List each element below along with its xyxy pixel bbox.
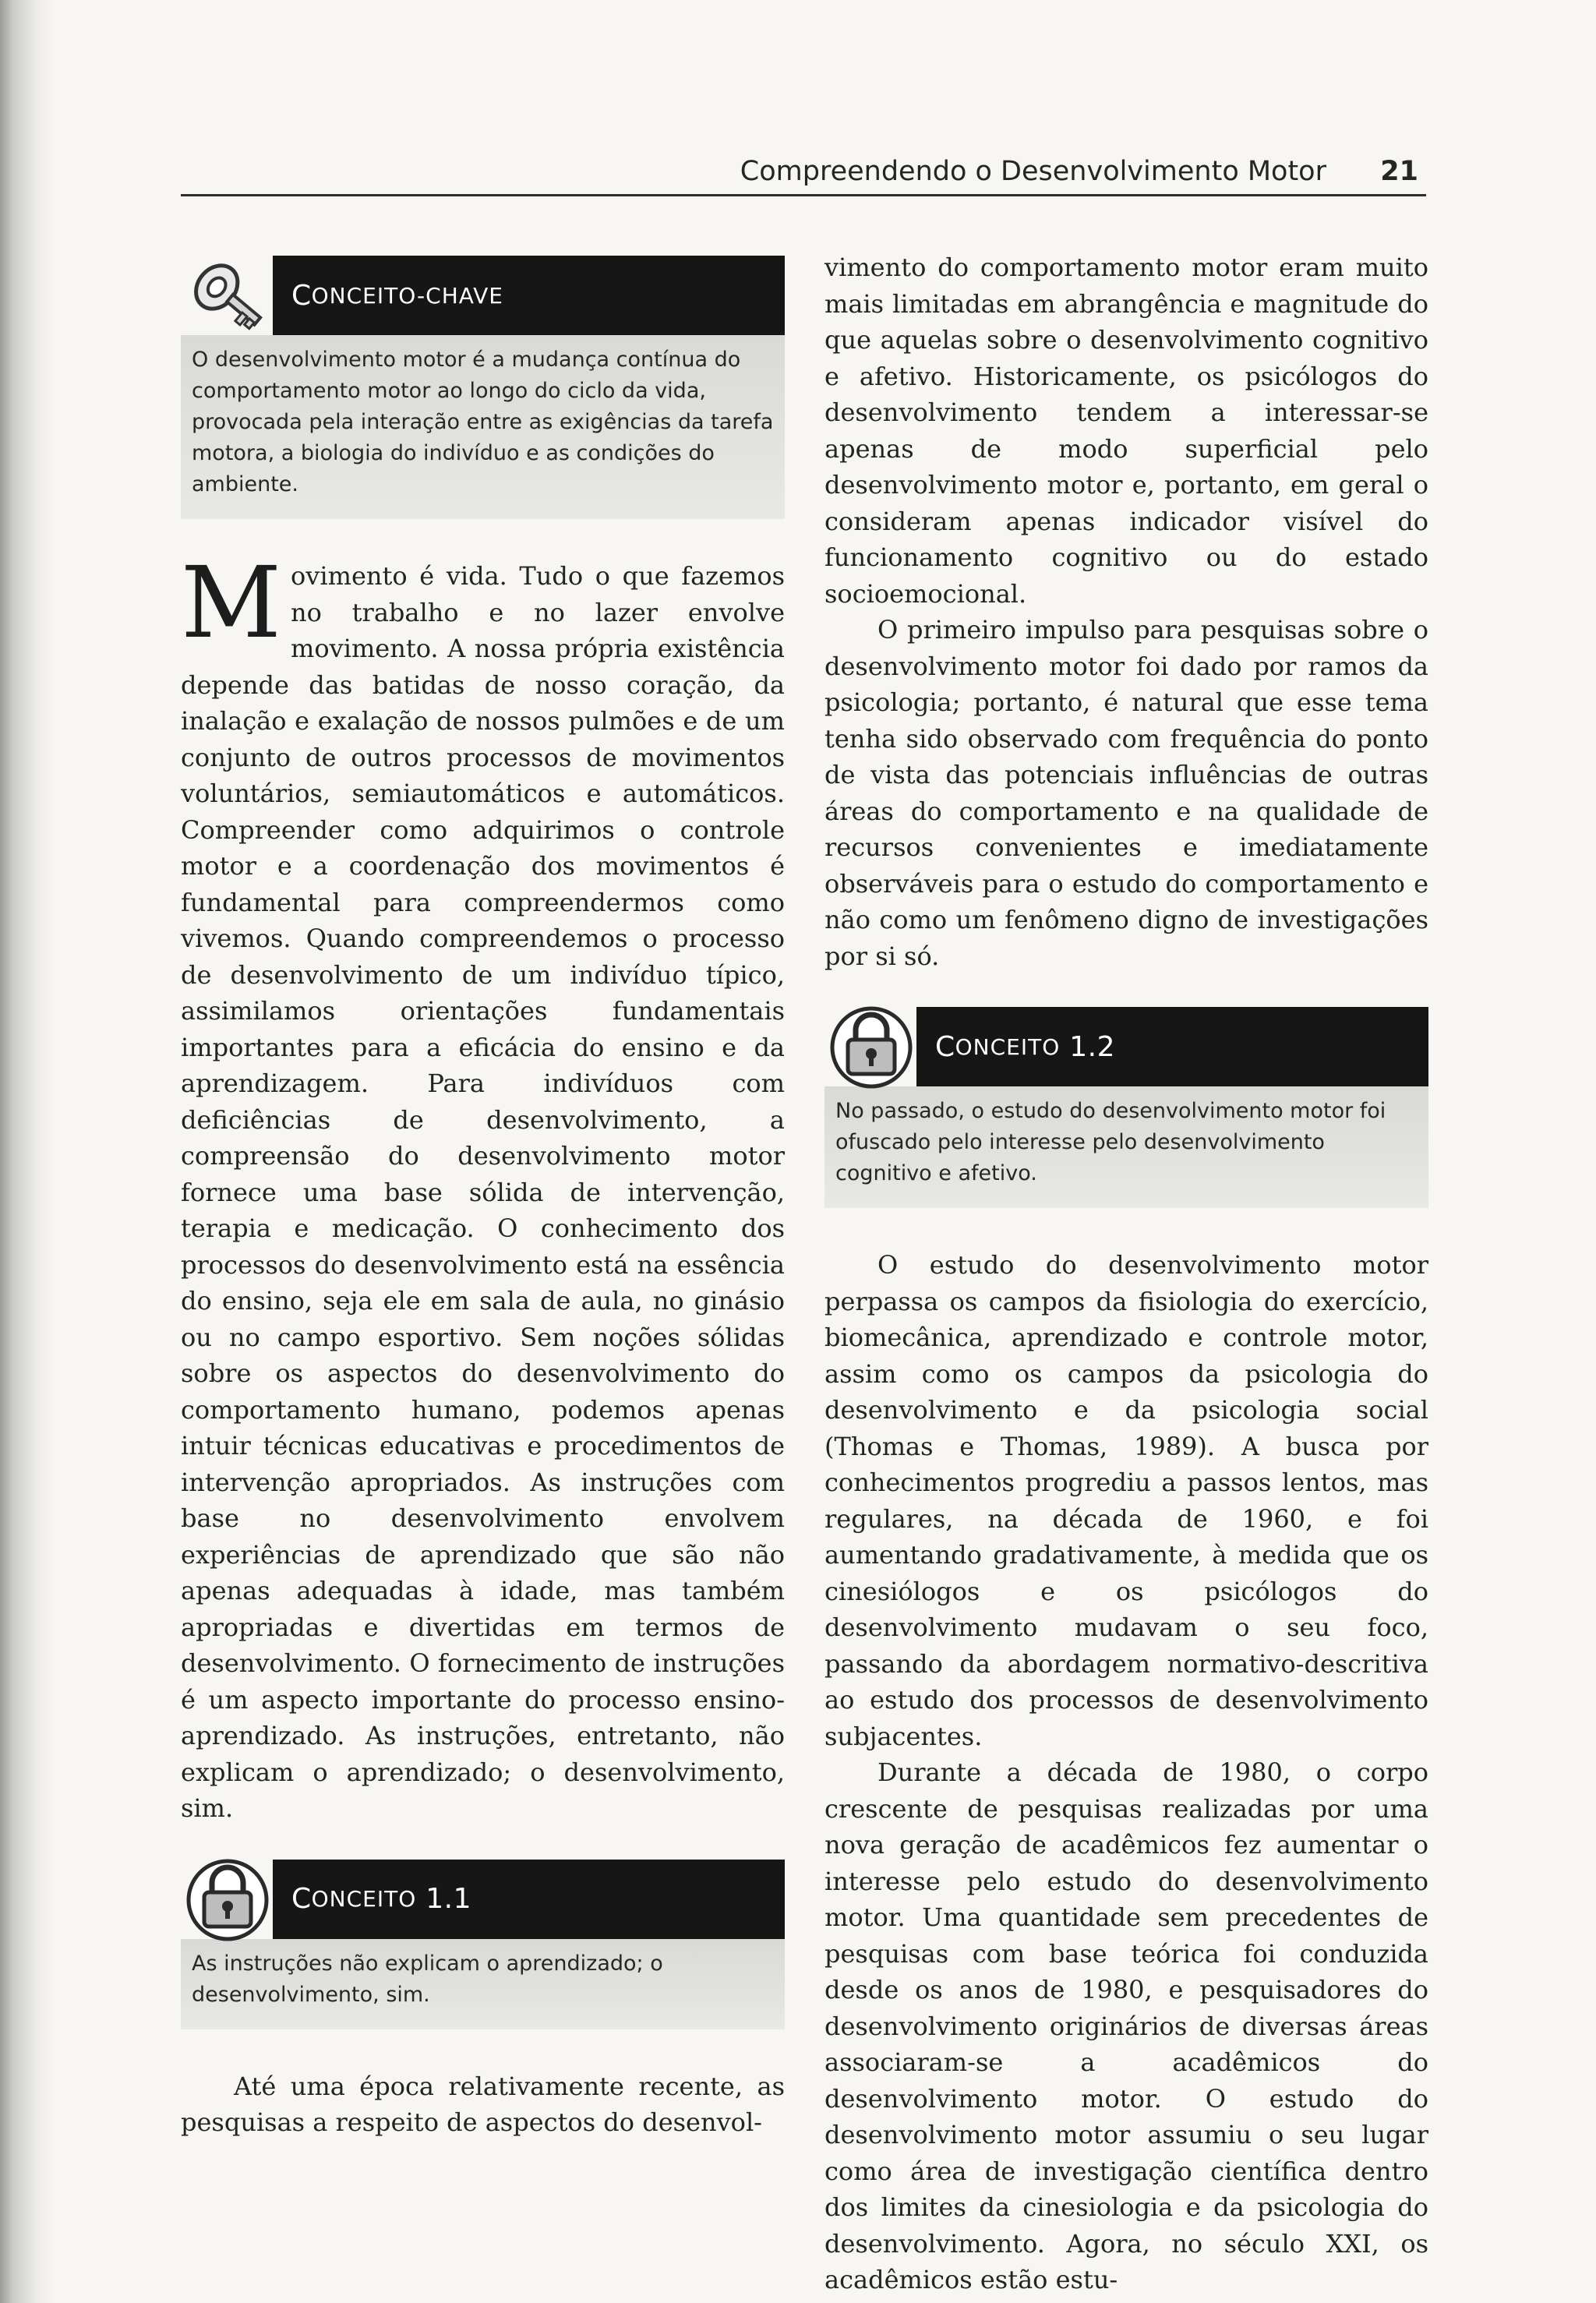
concept-1-2-number: 1.2 — [1069, 1030, 1115, 1063]
left-paragraph-2: Até uma época relativamente recente, as pesquisas a respeito de aspectos do desenvol- — [181, 2071, 785, 2137]
concept-1-1-box — [181, 1853, 785, 2029]
key-concept-title-rest: ONCEITO-CHAVE — [311, 282, 503, 309]
concept-1-1-text: As instruções não explicam o aprendizado; o desenvolvimento, sim. — [181, 1939, 785, 2029]
concept-1-1-number: 1.1 — [425, 1883, 471, 1915]
key-concept-box — [181, 249, 785, 519]
concept-1-1-title-initial: C — [291, 1883, 312, 1915]
concept-1-1-title — [273, 1860, 785, 1939]
left-paragraph-1-text: ovimento é vida. Tudo o que fazemos no trabalho e no lazer envolve movimento. A nossa própria existência depende das batidas de nosso coração, da inalação e exalação de nossos pulmões e de um conjunto de outros processos de movimentos voluntários, semiautomáticos e automáticos. Compreender como adquirimos o controle motor e a coordenação dos movimentos é fundamental para compreendermos como vivemos. Quando compreendemos o processo de desenvolvimento de um indivíduo típico, assimilamos orientações fundamentais importantes para a eficácia do ensino e da aprendizagem. Para indivíduos com deficiências de desenvolvimento, a compreensão do desenvolvimento motor fornece uma base sólida de intervenção, terapia e medicação. O conhecimento dos processos do desenvolvimento está na essência do ensino, seja ele em sala de aula, no ginásio ou no campo esportivo. Sem noções sólidas sobre os aspectos do desenvolvimento do comportamento humano, podemos apenas intuir técnicas educativas e procedimentos de intervenção apropriados. As instruções com base no desenvolvimento envolvem experiências de aprendizado que são não apenas adequadas à idade, mas também apropriadas e divertidas em termos de desenvolvimento. O fornecimento de instruções é um aspecto importante do processo ensino-aprendizado. As instruções, entretanto, não explicam o aprendizado; o desenvolvimento, sim. — [181, 561, 785, 1823]
concept-1-2-title — [916, 1007, 1428, 1086]
concept-1-2-title-rest: ONCEITO — [955, 1033, 1061, 1060]
right-paragraph-2: O primeiro impulso para pesquisas sobre o desenvolvimento motor foi dado por ramos da psicologia; portanto, é natural que esse tema tenha sido observado com frequência do ponto de vista das potenciais influências de outras áreas do comportamento e na qualidade de recursos convenientes e imediatamente observáveis para o estudo do comportamento e não como um fenômeno digno de investigações por si só. — [824, 615, 1428, 971]
concept-1-1-header — [181, 1853, 785, 1939]
concept-1-2-box — [824, 1001, 1428, 1208]
key-icon — [181, 249, 274, 343]
concept-padlock-icon — [181, 1853, 274, 1947]
key-concept-header — [181, 249, 785, 335]
running-title: Compreendendo o Desenvolvimento Motor — [740, 156, 1326, 187]
concept-1-2-header — [824, 1001, 1428, 1086]
right-paragraph-3: O estudo do desenvolvimento motor perpassa os campos da fisiologia do exercício, biomecânica, aprendizado e controle motor, assim como os campos da psicologia do desenvolvimento e da psicologia social (Thomas e Thomas, 1989). A busca por conhecimentos progrediu a passos lentos, mas regulares, na década de 1960, e foi aumentando gradativamente, à medida que os cinesiólogos e os psicólogos do desenvolvimento mudavam o seu foco, passando da abordagem normativo-descritiva ao estudo dos processos de desenvolvimento subjacentes. — [824, 1250, 1428, 1751]
page-binding-shadow — [0, 0, 55, 2303]
concept-1-2-text: No passado, o estudo do desenvolvimento motor foi ofuscado pelo interesse pelo desenvolvimento cognitivo e afetivo. — [824, 1086, 1428, 1208]
key-concept-title — [273, 256, 785, 335]
left-column — [181, 249, 785, 2141]
concept-1-2-title-initial: C — [935, 1030, 955, 1063]
running-header — [181, 154, 1426, 196]
page-number: 21 — [1380, 156, 1418, 187]
right-column — [824, 249, 1428, 2298]
concept-padlock-icon — [824, 1001, 918, 1094]
right-paragraph-4: Durante a década de 1980, o corpo crescente de pesquisas realizadas por uma nova geração de acadêmicos fez aumentar o interesse pelo estudo do desenvolvimento motor. Uma quantidade sem precedentes de pesquisas com base teórica foi conduzida desde os anos de 1980, e pesquisadores do desenvolvimento originários de diversas áreas associaram-se a acadêmicos do desenvolvimento motor. O estudo do desenvolvimento motor assumiu o seu lugar como área de investigação científica dentro dos limites da cinesiologia e da psicologia do desenvolvimento. Agora, no século XXI, os acadêmicos estão estu- — [824, 1757, 1428, 2294]
drop-cap: M — [181, 546, 282, 660]
concept-1-1-title-rest: ONCEITO — [311, 1886, 417, 1912]
key-concept-text: O desenvolvimento motor é a mudança contínua do comportamento motor ao longo do ciclo da vida, provocada pela interação entre as exigências da tarefa motora, a biologia do indivíduo e as condições do ambiente. — [181, 335, 785, 519]
left-paragraph-1 — [181, 546, 785, 1827]
right-paragraph-1: vimento do comportamento motor eram muito mais limitadas em abrangência e magnitude do que aquelas sobre o desenvolvimento cognitivo e afetivo. Historicamente, os psicólogos do desenvolvimento tendem a interessar-se apenas de modo superficial pelo desenvolvimento motor e, portanto, em geral o consideram apenas indicador visível do funcionamento cognitivo ou do estado socioemocional. — [824, 253, 1428, 609]
key-concept-title-initial: C — [291, 279, 312, 312]
